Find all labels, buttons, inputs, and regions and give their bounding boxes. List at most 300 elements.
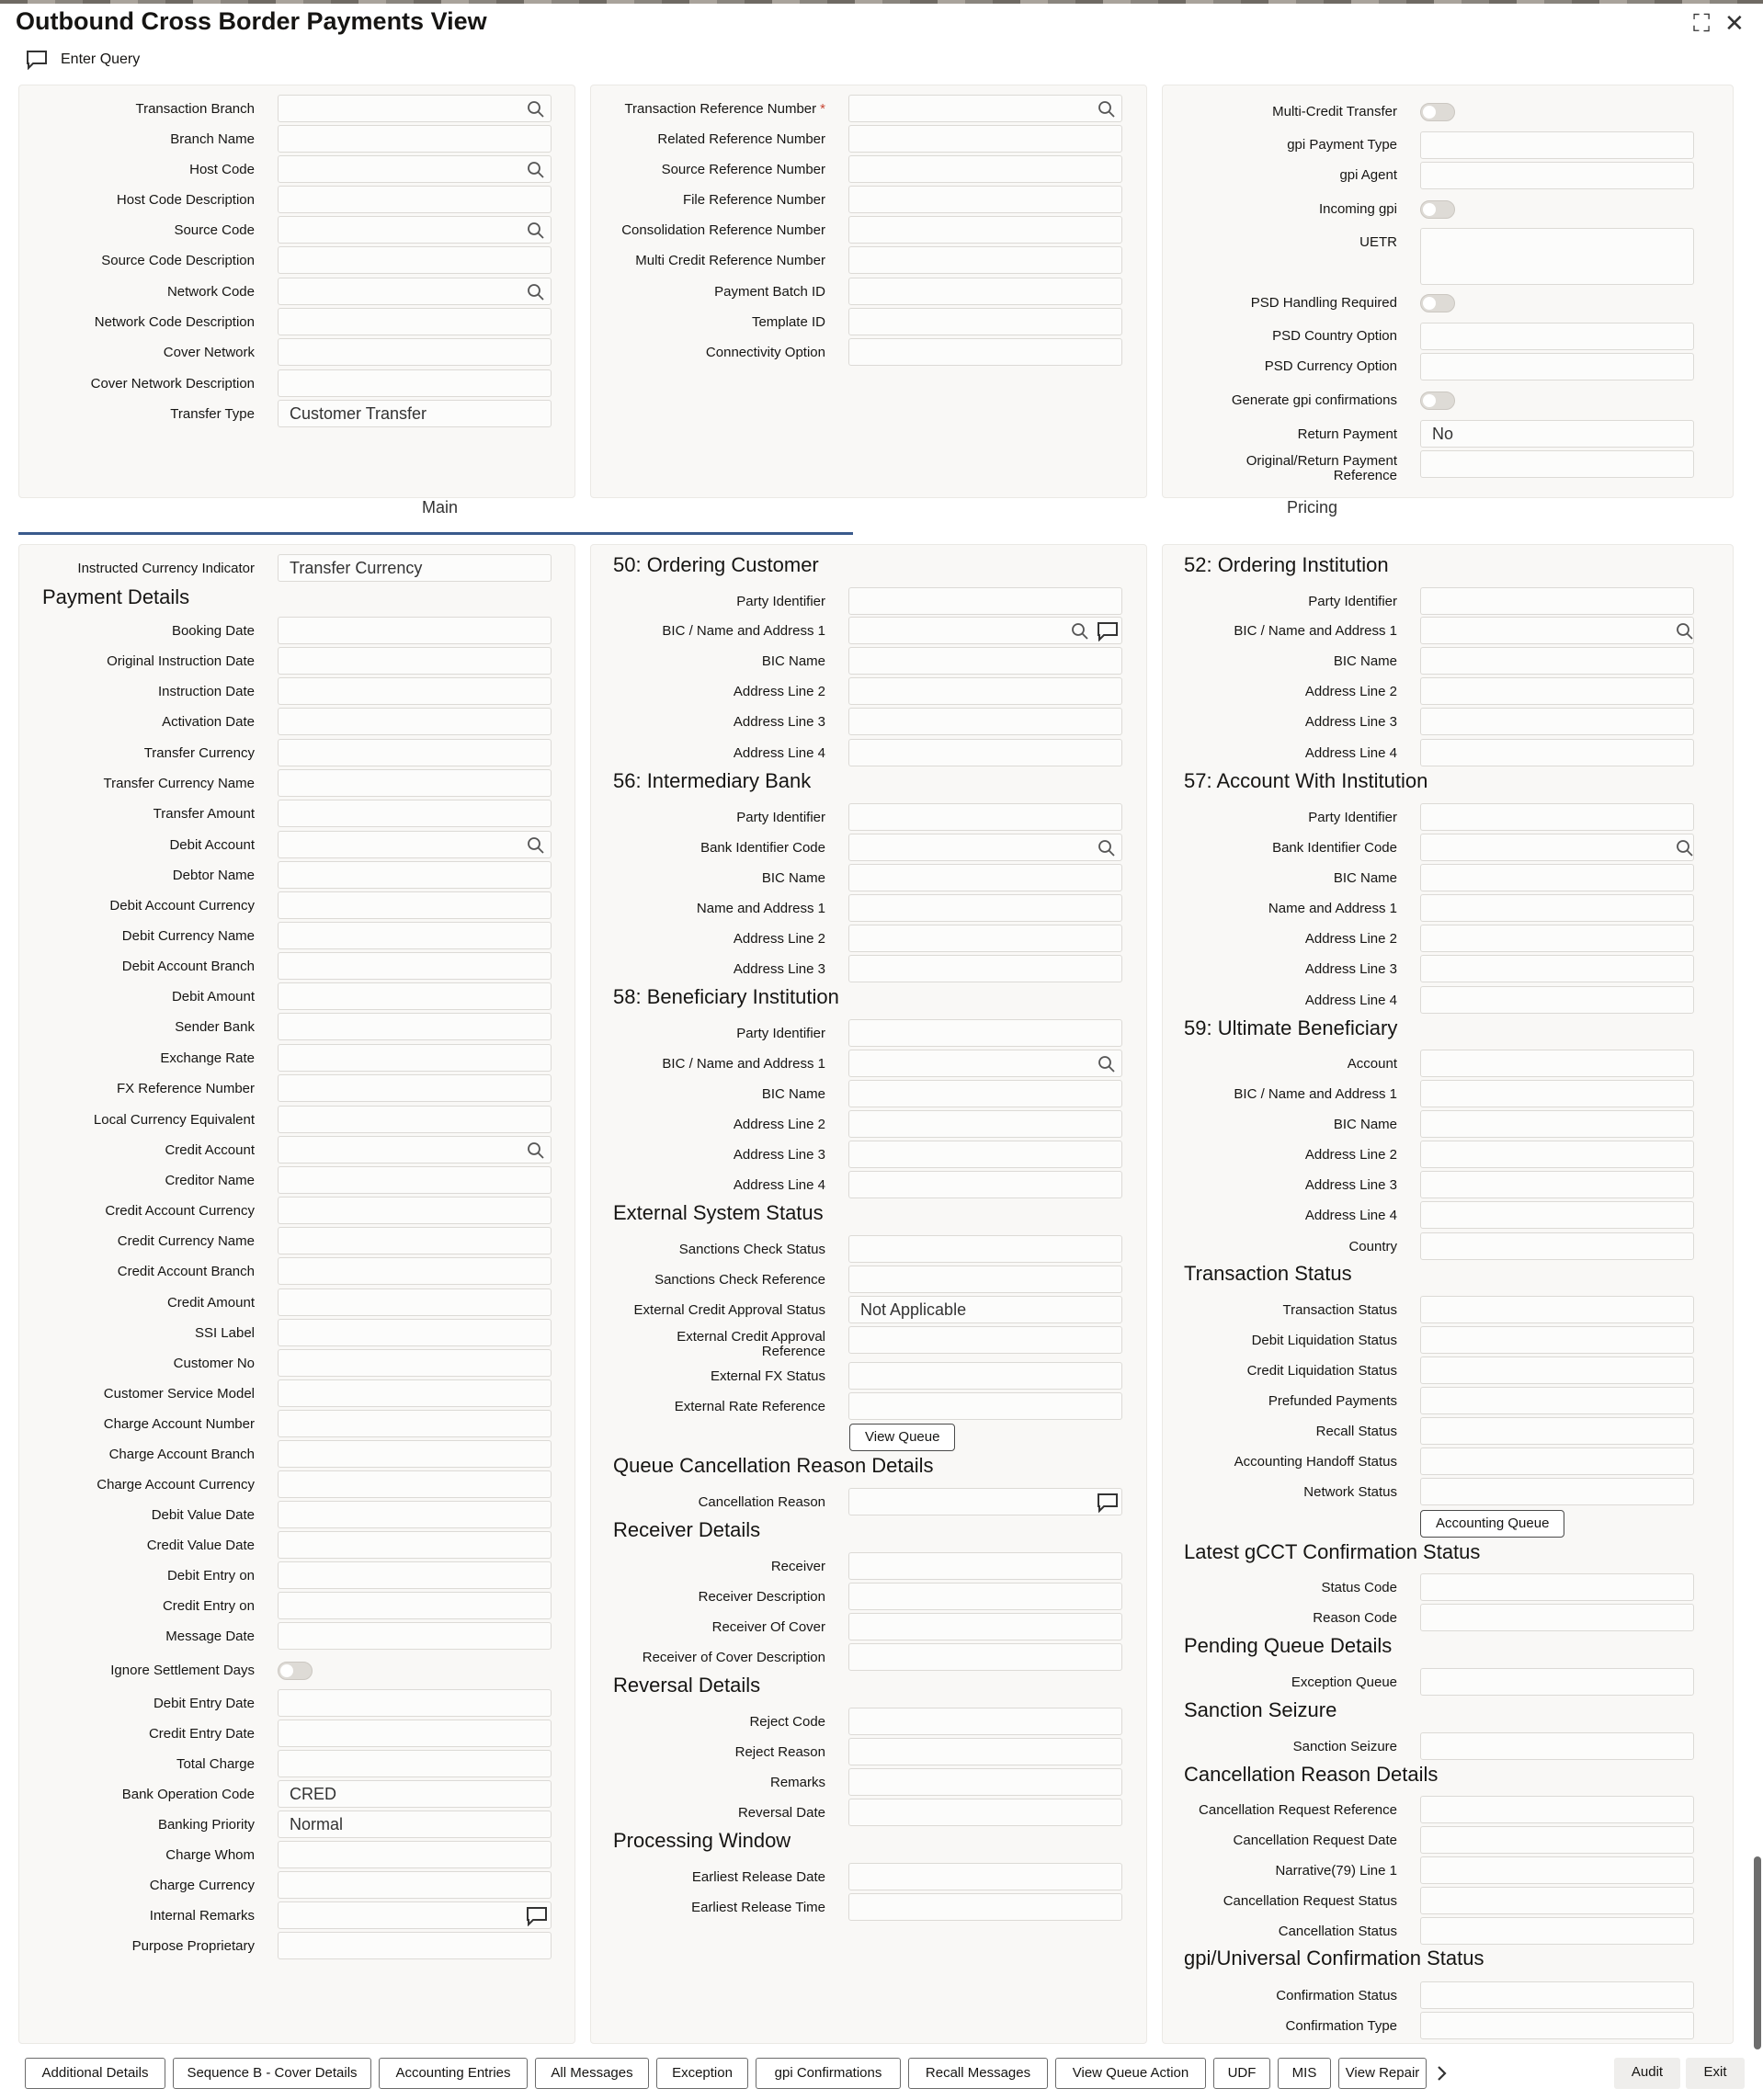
oc-bic-name-input[interactable] bbox=[848, 647, 1122, 675]
awi-party-identifier-input[interactable] bbox=[1420, 803, 1694, 831]
creditor-name-label: Creditor Name bbox=[165, 1173, 255, 1188]
recall-status-label: Recall Status bbox=[1315, 1424, 1397, 1439]
source-reference-number-input[interactable] bbox=[848, 155, 1122, 183]
external-rate-reference-input[interactable] bbox=[848, 1392, 1122, 1420]
gpi-payment-type-label: gpi Payment Type bbox=[1287, 137, 1397, 153]
narrative-79-line-1-input[interactable] bbox=[1420, 1856, 1694, 1884]
return-payment-label: Return Payment bbox=[1297, 426, 1397, 442]
ib-address-line-2-input[interactable] bbox=[848, 925, 1122, 952]
fx-reference-number-input[interactable] bbox=[278, 1074, 552, 1102]
accounting-queue-button[interactable]: Accounting Queue bbox=[1420, 1510, 1564, 1538]
awi-address-line-3-input[interactable] bbox=[1420, 955, 1694, 982]
external-system-status-header: External System Status bbox=[613, 1201, 824, 1224]
debit-value-date-input[interactable] bbox=[278, 1501, 552, 1528]
ub-bic-name-address-1-input[interactable] bbox=[1420, 1080, 1694, 1107]
host-code-description-label: Host Code Description bbox=[116, 192, 255, 208]
bi-address-line-2-input[interactable] bbox=[848, 1110, 1122, 1138]
credit-account-label: Credit Account bbox=[165, 1142, 255, 1158]
instructed-currency-indicator-input[interactable]: Transfer Currency bbox=[278, 554, 552, 582]
generate-gpi-confirmations-toggle[interactable] bbox=[1420, 392, 1455, 410]
ib-address-line-3-input[interactable] bbox=[848, 955, 1122, 982]
remarks-label: Remarks bbox=[769, 1775, 825, 1790]
prefunded-payments-input[interactable] bbox=[1420, 1387, 1694, 1414]
bi-bic-name-address-1-input[interactable] bbox=[848, 1050, 1122, 1077]
credit-entry-date-label: Credit Entry Date bbox=[148, 1726, 255, 1742]
payment-batch-id-input[interactable] bbox=[848, 278, 1122, 305]
transfer-currency-input[interactable] bbox=[278, 739, 552, 766]
search-icon[interactable] bbox=[1071, 622, 1089, 641]
oc-party-identifier-input[interactable] bbox=[848, 587, 1122, 615]
oi-party-identifier-label: Party Identifier bbox=[1308, 594, 1397, 609]
psd-country-option-label: PSD Country Option bbox=[1272, 328, 1397, 344]
debit-entry-on-input[interactable] bbox=[278, 1561, 552, 1589]
earliest-release-date-input[interactable] bbox=[848, 1863, 1122, 1890]
credit-liquidation-status-label: Credit Liquidation Status bbox=[1246, 1363, 1397, 1379]
credit-value-date-input[interactable] bbox=[278, 1531, 552, 1559]
bi-bic-name-address-1-label: BIC / Name and Address 1 bbox=[662, 1056, 825, 1072]
psd-currency-option-input[interactable] bbox=[1420, 353, 1694, 380]
charge-account-number-input[interactable] bbox=[278, 1410, 552, 1437]
exception-queue-input[interactable] bbox=[1420, 1668, 1694, 1696]
gpi-payment-type-input[interactable] bbox=[1420, 131, 1694, 159]
source-reference-number-label: Source Reference Number bbox=[661, 162, 825, 177]
pending-queue-header: Pending Queue Details bbox=[1184, 1634, 1393, 1657]
branch-name-input[interactable] bbox=[278, 125, 552, 153]
tabs-bar bbox=[18, 498, 1730, 535]
awi-address-line-2-input[interactable] bbox=[1420, 925, 1694, 952]
awi-address-line-4-input[interactable] bbox=[1420, 986, 1694, 1014]
gpi-agent-input[interactable] bbox=[1420, 162, 1694, 189]
credit-amount-input[interactable] bbox=[278, 1288, 552, 1316]
reject-code-input[interactable] bbox=[848, 1708, 1122, 1735]
connectivity-option-label: Connectivity Option bbox=[705, 345, 825, 360]
debit-liquidation-status-label: Debit Liquidation Status bbox=[1251, 1333, 1397, 1348]
payment-batch-id-label: Payment Batch ID bbox=[714, 284, 825, 300]
network-status-label: Network Status bbox=[1303, 1484, 1397, 1500]
external-credit-approval-reference-line-1: External Credit Approval bbox=[677, 1329, 825, 1345]
consolidation-reference-number-label: Consolidation Reference Number bbox=[621, 222, 825, 238]
search-icon[interactable] bbox=[1098, 100, 1116, 119]
original-instruction-date-label: Original Instruction Date bbox=[107, 653, 255, 669]
instruction-date-label: Instruction Date bbox=[157, 684, 255, 699]
reversal-date-input[interactable] bbox=[848, 1799, 1122, 1826]
search-icon[interactable] bbox=[527, 1141, 545, 1160]
message-date-input[interactable] bbox=[278, 1622, 552, 1650]
cover-network-label: Cover Network bbox=[163, 345, 255, 360]
external-credit-approval-reference-input[interactable] bbox=[848, 1326, 1122, 1354]
awi-bank-identifier-code-label: Bank Identifier Code bbox=[1272, 840, 1397, 856]
external-credit-approval-status-input[interactable]: Not Applicable bbox=[848, 1296, 1122, 1323]
oc-bic-name-label: BIC Name bbox=[761, 653, 825, 669]
internal-remarks-input[interactable] bbox=[278, 1901, 552, 1929]
multi-credit-transfer-toggle[interactable] bbox=[1420, 103, 1455, 121]
recall-messages-button[interactable]: Recall Messages bbox=[908, 2058, 1048, 2089]
accounting-entries-button[interactable]: Accounting Entries bbox=[379, 2058, 528, 2089]
activation-date-label: Activation Date bbox=[162, 714, 255, 730]
incoming-gpi-label: Incoming gpi bbox=[1318, 201, 1397, 217]
search-icon[interactable] bbox=[527, 100, 545, 119]
generate-gpi-confirmations-label: Generate gpi confirmations bbox=[1231, 392, 1397, 408]
reversal-details-header: Reversal Details bbox=[613, 1674, 761, 1697]
cancellation-request-reference-input[interactable] bbox=[1420, 1796, 1694, 1823]
receiver-input[interactable] bbox=[848, 1552, 1122, 1580]
bi-address-line-4-input[interactable] bbox=[848, 1171, 1122, 1198]
tab-pricing[interactable]: Pricing bbox=[1287, 498, 1338, 516]
debtor-name-input[interactable] bbox=[278, 861, 552, 889]
payment-details-header: Payment Details bbox=[42, 585, 190, 608]
transfer-currency-name-input[interactable] bbox=[278, 769, 552, 797]
reason-code-label: Reason Code bbox=[1313, 1610, 1397, 1626]
ub-bic-name-input[interactable] bbox=[1420, 1110, 1694, 1138]
credit-currency-name-input[interactable] bbox=[278, 1227, 552, 1254]
ib-name-and-address-1-input[interactable] bbox=[848, 894, 1122, 922]
psd-country-option-input[interactable] bbox=[1420, 323, 1694, 350]
cover-network-description-input[interactable] bbox=[278, 369, 552, 397]
local-currency-equivalent-input[interactable] bbox=[278, 1106, 552, 1133]
ssi-label-input[interactable] bbox=[278, 1319, 552, 1346]
debit-amount-label: Debit Amount bbox=[171, 989, 255, 1005]
external-credit-approval-status-label: External Credit Approval Status bbox=[633, 1302, 825, 1318]
debit-currency-name-label: Debit Currency Name bbox=[121, 928, 255, 944]
chevron-right-icon[interactable] bbox=[1436, 2064, 1449, 2083]
ordering-institution-header: 52: Ordering Institution bbox=[1184, 553, 1389, 576]
view-repair-button[interactable]: View Repair bbox=[1338, 2058, 1427, 2089]
earliest-release-date-label: Earliest Release Date bbox=[691, 1869, 825, 1885]
ib-bic-name-input[interactable] bbox=[848, 864, 1122, 891]
ib-party-identifier-input[interactable] bbox=[848, 803, 1122, 831]
search-icon[interactable] bbox=[527, 836, 545, 855]
activation-date-input[interactable] bbox=[278, 708, 552, 735]
transaction-status-label: Transaction Status bbox=[1282, 1302, 1397, 1318]
oi-address-line-2-input[interactable] bbox=[1420, 677, 1694, 705]
bi-bic-name-input[interactable] bbox=[848, 1080, 1122, 1107]
confirmation-type-label: Confirmation Type bbox=[1285, 2018, 1397, 2034]
customer-service-model-label: Customer Service Model bbox=[103, 1386, 255, 1402]
charge-account-branch-input[interactable] bbox=[278, 1440, 552, 1468]
ub-country-label: Country bbox=[1348, 1239, 1397, 1254]
related-reference-number-input[interactable] bbox=[848, 125, 1122, 153]
receiver-label: Receiver bbox=[770, 1559, 825, 1574]
enter-query-label: Enter Query bbox=[61, 51, 141, 67]
oc-party-identifier-label: Party Identifier bbox=[736, 594, 825, 609]
search-icon[interactable] bbox=[1676, 839, 1694, 857]
oi-bic-name-address-1-input[interactable] bbox=[1420, 617, 1694, 644]
view-queue-action-button[interactable]: View Queue Action bbox=[1055, 2058, 1206, 2089]
oc-address-line-3-label: Address Line 3 bbox=[733, 714, 825, 730]
charge-account-branch-label: Charge Account Branch bbox=[108, 1447, 255, 1462]
debit-account-currency-label: Debit Account Currency bbox=[109, 898, 255, 914]
audit-button[interactable]: Audit bbox=[1614, 2058, 1680, 2089]
external-fx-status-input[interactable] bbox=[848, 1362, 1122, 1390]
cancellation-reason-details-header: Cancellation Reason Details bbox=[1184, 1763, 1439, 1786]
confirmation-type-input[interactable] bbox=[1420, 2012, 1694, 2039]
credit-account-input[interactable] bbox=[278, 1136, 552, 1164]
booking-date-input[interactable] bbox=[278, 617, 552, 644]
customer-no-label: Customer No bbox=[173, 1356, 255, 1371]
ub-account-input[interactable] bbox=[1420, 1050, 1694, 1077]
oc-address-line-2-input[interactable] bbox=[848, 677, 1122, 705]
all-messages-button[interactable]: All Messages bbox=[535, 2058, 649, 2089]
exchange-rate-label: Exchange Rate bbox=[160, 1050, 255, 1066]
chat-icon[interactable] bbox=[1097, 1493, 1119, 1513]
ub-address-line-4-input[interactable] bbox=[1420, 1201, 1694, 1229]
creditor-name-input[interactable] bbox=[278, 1166, 552, 1194]
customer-no-input[interactable] bbox=[278, 1349, 552, 1377]
network-code-input[interactable] bbox=[278, 278, 552, 305]
sequence-b-cover-details-button[interactable]: Sequence B - Cover Details bbox=[173, 2058, 371, 2089]
debit-entry-date-input[interactable] bbox=[278, 1689, 552, 1717]
source-code-input[interactable] bbox=[278, 216, 552, 244]
earliest-release-time-input[interactable] bbox=[848, 1893, 1122, 1921]
search-icon[interactable] bbox=[1098, 1055, 1116, 1073]
debit-currency-name-input[interactable] bbox=[278, 922, 552, 949]
instruction-date-input[interactable] bbox=[278, 677, 552, 705]
credit-account-branch-label: Credit Account Branch bbox=[117, 1264, 255, 1279]
narrative-79-line-1-label: Narrative(79) Line 1 bbox=[1275, 1863, 1397, 1879]
close-icon[interactable]: ✕ bbox=[1724, 9, 1745, 37]
search-icon[interactable] bbox=[1676, 622, 1694, 641]
oi-bic-name-input[interactable] bbox=[1420, 647, 1694, 675]
sanctions-check-reference-input[interactable] bbox=[848, 1266, 1122, 1293]
debit-account-currency-input[interactable] bbox=[278, 891, 552, 919]
ultimate-beneficiary-header: 59: Ultimate Beneficiary bbox=[1184, 1016, 1398, 1039]
cover-network-input[interactable] bbox=[278, 338, 552, 366]
awi-address-line-3-label: Address Line 3 bbox=[1304, 961, 1397, 977]
reason-code-input[interactable] bbox=[1420, 1604, 1694, 1631]
transfer-amount-label: Transfer Amount bbox=[153, 806, 255, 822]
cancellation-status-input[interactable] bbox=[1420, 1917, 1694, 1945]
remarks-input[interactable] bbox=[848, 1768, 1122, 1796]
incoming-gpi-toggle[interactable] bbox=[1420, 200, 1455, 219]
bottom-action-bar bbox=[0, 2051, 1763, 2100]
consolidation-reference-number-input[interactable] bbox=[848, 216, 1122, 244]
beneficiary-institution-header: 58: Beneficiary Institution bbox=[613, 985, 839, 1008]
status-code-input[interactable] bbox=[1420, 1573, 1694, 1601]
receiver-description-input[interactable] bbox=[848, 1583, 1122, 1610]
search-icon[interactable] bbox=[527, 161, 545, 179]
network-status-input[interactable] bbox=[1420, 1478, 1694, 1505]
cancellation-reason-label: Cancellation Reason bbox=[698, 1494, 825, 1510]
internal-remarks-label: Internal Remarks bbox=[149, 1908, 255, 1924]
sanction-seizure-label: Sanction Seizure bbox=[1292, 1739, 1397, 1754]
additional-details-button[interactable]: Additional Details bbox=[25, 2058, 165, 2089]
transaction-status-header: Transaction Status bbox=[1184, 1262, 1352, 1285]
original-return-payment-reference-label bbox=[1163, 454, 1397, 483]
original-return-payment-reference-line-1: Original/Return Payment bbox=[1245, 453, 1397, 469]
sanction-seizure-input[interactable] bbox=[1420, 1732, 1694, 1760]
sender-bank-input[interactable] bbox=[278, 1013, 552, 1040]
purpose-proprietary-label: Purpose Proprietary bbox=[131, 1938, 255, 1954]
oi-party-identifier-input[interactable] bbox=[1420, 587, 1694, 615]
sanctions-check-status-input[interactable] bbox=[848, 1235, 1122, 1263]
charge-account-currency-label: Charge Account Currency bbox=[97, 1477, 255, 1493]
reject-code-label: Reject Code bbox=[749, 1714, 825, 1730]
credit-amount-label: Credit Amount bbox=[166, 1295, 255, 1311]
transfer-currency-name-label: Transfer Currency Name bbox=[103, 776, 255, 791]
multi-credit-transfer-label: Multi-Credit Transfer bbox=[1272, 104, 1397, 119]
source-code-description-label: Source Code Description bbox=[101, 253, 255, 268]
bi-address-line-3-input[interactable] bbox=[848, 1141, 1122, 1168]
transaction-status-input[interactable] bbox=[1420, 1296, 1694, 1323]
credit-currency-name-label: Credit Currency Name bbox=[117, 1233, 255, 1249]
psd-handling-required-label: PSD Handling Required bbox=[1250, 295, 1397, 311]
host-code-input[interactable] bbox=[278, 155, 552, 183]
banking-priority-input[interactable]: Normal bbox=[278, 1811, 552, 1838]
bi-party-identifier-input[interactable] bbox=[848, 1019, 1122, 1047]
multi-credit-reference-number-input[interactable] bbox=[848, 246, 1122, 274]
oc-address-line-3-input[interactable] bbox=[848, 708, 1122, 735]
original-instruction-date-input[interactable] bbox=[278, 647, 552, 675]
psd-handling-required-toggle[interactable] bbox=[1420, 294, 1455, 312]
reject-reason-input[interactable] bbox=[848, 1738, 1122, 1765]
oi-address-line-4-label: Address Line 4 bbox=[1304, 745, 1397, 761]
original-return-payment-reference-input[interactable] bbox=[1420, 450, 1694, 478]
mis-button[interactable]: MIS bbox=[1278, 2058, 1331, 2089]
tab-main[interactable]: Main bbox=[422, 498, 459, 516]
awi-bic-name-input[interactable] bbox=[1420, 864, 1694, 891]
gpi-confirmations-button[interactable]: gpi Confirmations bbox=[756, 2058, 901, 2089]
expand-icon[interactable]: ⛶ bbox=[1693, 9, 1711, 37]
latest-gcct-header: Latest gCCT Confirmation Status bbox=[1184, 1540, 1481, 1563]
source-code-description-input[interactable] bbox=[278, 246, 552, 274]
ub-account-label: Account bbox=[1347, 1056, 1397, 1072]
gpi-agent-label: gpi Agent bbox=[1339, 167, 1397, 183]
host-code-label: Host Code bbox=[189, 162, 255, 177]
bi-address-line-3-label: Address Line 3 bbox=[733, 1147, 825, 1163]
booking-date-label: Booking Date bbox=[171, 623, 255, 639]
exception-button[interactable]: Exception bbox=[656, 2058, 748, 2089]
credit-entry-date-input[interactable] bbox=[278, 1720, 552, 1747]
file-reference-number-input[interactable] bbox=[848, 186, 1122, 213]
cancellation-request-date-input[interactable] bbox=[1420, 1826, 1694, 1854]
oi-address-line-4-input[interactable] bbox=[1420, 739, 1694, 766]
multi-credit-reference-number-label: Multi Credit Reference Number bbox=[635, 253, 825, 268]
transaction-reference-number-input[interactable] bbox=[848, 95, 1122, 122]
cancellation-request-status-input[interactable] bbox=[1420, 1887, 1694, 1914]
external-rate-reference-label: External Rate Reference bbox=[674, 1399, 825, 1414]
charge-currency-input[interactable] bbox=[278, 1871, 552, 1899]
bi-address-line-4-label: Address Line 4 bbox=[733, 1177, 825, 1193]
template-id-label: Template ID bbox=[751, 314, 825, 330]
credit-value-date-label: Credit Value Date bbox=[146, 1538, 255, 1553]
debit-liquidation-status-input[interactable] bbox=[1420, 1326, 1694, 1354]
receiver-description-label: Receiver Description bbox=[698, 1589, 825, 1605]
exchange-rate-input[interactable] bbox=[278, 1044, 552, 1072]
oc-address-line-2-label: Address Line 2 bbox=[733, 684, 825, 699]
banking-priority-label: Banking Priority bbox=[157, 1817, 255, 1833]
credit-entry-on-input[interactable] bbox=[278, 1592, 552, 1619]
cancellation-request-reference-label: Cancellation Request Reference bbox=[1199, 1802, 1397, 1818]
oc-address-line-4-input[interactable] bbox=[848, 739, 1122, 766]
udf-button[interactable]: UDF bbox=[1213, 2058, 1270, 2089]
network-code-description-input[interactable] bbox=[278, 308, 552, 335]
debit-account-input[interactable] bbox=[278, 831, 552, 858]
credit-account-branch-input[interactable] bbox=[278, 1257, 552, 1285]
oi-address-line-3-input[interactable] bbox=[1420, 708, 1694, 735]
ub-address-line-3-label: Address Line 3 bbox=[1304, 1177, 1397, 1193]
debtor-name-label: Debtor Name bbox=[172, 868, 255, 883]
cancellation-reason-input[interactable] bbox=[848, 1488, 1122, 1515]
transaction-branch-input[interactable] bbox=[278, 95, 552, 122]
template-id-input[interactable] bbox=[848, 308, 1122, 335]
transfer-currency-label: Transfer Currency bbox=[143, 745, 255, 761]
uetr-input[interactable] bbox=[1420, 228, 1694, 285]
total-charge-input[interactable] bbox=[278, 1750, 552, 1777]
transfer-type-label: Transfer Type bbox=[170, 406, 255, 422]
debit-account-branch-input[interactable] bbox=[278, 952, 552, 980]
receiver-of-cover-description-input[interactable] bbox=[848, 1643, 1122, 1671]
credit-account-currency-input[interactable] bbox=[278, 1197, 552, 1224]
ignore-settlement-days-toggle[interactable] bbox=[278, 1662, 313, 1680]
return-payment-input[interactable]: No bbox=[1420, 420, 1694, 448]
exit-button[interactable]: Exit bbox=[1686, 2058, 1745, 2089]
recall-status-input[interactable] bbox=[1420, 1417, 1694, 1445]
ub-country-input[interactable] bbox=[1420, 1232, 1694, 1260]
sanctions-check-status-label: Sanctions Check Status bbox=[678, 1242, 825, 1257]
ib-bank-identifier-code-label: Bank Identifier Code bbox=[700, 840, 825, 856]
charge-currency-label: Charge Currency bbox=[149, 1878, 255, 1893]
ub-address-line-2-input[interactable] bbox=[1420, 1141, 1694, 1168]
oc-bic-name-address-1-label: BIC / Name and Address 1 bbox=[662, 623, 825, 639]
prefunded-payments-label: Prefunded Payments bbox=[1268, 1393, 1397, 1409]
instructed-currency-indicator-label: Instructed Currency Indicator bbox=[77, 561, 255, 576]
oi-bic-name-address-1-label: BIC / Name and Address 1 bbox=[1234, 623, 1397, 639]
sanctions-check-reference-label: Sanctions Check Reference bbox=[654, 1272, 825, 1288]
bank-operation-code-input[interactable]: CRED bbox=[278, 1780, 552, 1808]
charge-account-currency-input[interactable] bbox=[278, 1470, 552, 1498]
search-icon[interactable] bbox=[1098, 839, 1116, 857]
transfer-amount-input[interactable] bbox=[278, 800, 552, 827]
receiver-of-cover-input[interactable] bbox=[848, 1613, 1122, 1640]
oi-address-line-3-label: Address Line 3 bbox=[1304, 714, 1397, 730]
cancellation-request-date-label: Cancellation Request Date bbox=[1233, 1833, 1397, 1848]
awi-bank-identifier-code-input[interactable] bbox=[1420, 834, 1694, 861]
accounting-handoff-status-input[interactable] bbox=[1420, 1447, 1694, 1475]
exception-queue-label: Exception Queue bbox=[1291, 1674, 1397, 1690]
gpi-universal-header: gpi/Universal Confirmation Status bbox=[1184, 1947, 1484, 1969]
connectivity-option-input[interactable] bbox=[848, 338, 1122, 366]
cover-network-description-label: Cover Network Description bbox=[90, 376, 255, 392]
status-code-label: Status Code bbox=[1321, 1580, 1397, 1595]
ib-bank-identifier-code-input[interactable] bbox=[848, 834, 1122, 861]
original-return-payment-reference-line-2: Reference bbox=[1333, 468, 1397, 483]
ub-address-line-2-label: Address Line 2 bbox=[1304, 1147, 1397, 1163]
chat-icon[interactable] bbox=[1097, 621, 1119, 641]
search-icon[interactable] bbox=[527, 283, 545, 301]
view-queue-button[interactable]: View Queue bbox=[849, 1424, 955, 1451]
search-icon[interactable] bbox=[527, 221, 545, 240]
confirmation-status-input[interactable] bbox=[1420, 1981, 1694, 2009]
purpose-proprietary-input[interactable] bbox=[278, 1932, 552, 1959]
active-tab-underline bbox=[18, 532, 853, 535]
enter-query-button[interactable] bbox=[26, 50, 140, 70]
host-code-description-input[interactable] bbox=[278, 186, 552, 213]
customer-service-model-input[interactable] bbox=[278, 1379, 552, 1407]
file-reference-number-label: File Reference Number bbox=[682, 192, 825, 208]
awi-name-and-address-1-input[interactable] bbox=[1420, 894, 1694, 922]
debit-amount-input[interactable] bbox=[278, 982, 552, 1010]
bi-bic-name-label: BIC Name bbox=[761, 1086, 825, 1102]
transaction-reference-number-label bbox=[591, 102, 825, 117]
chat-icon[interactable] bbox=[526, 1906, 548, 1926]
charge-whom-input[interactable] bbox=[278, 1841, 552, 1868]
credit-liquidation-status-input[interactable] bbox=[1420, 1356, 1694, 1384]
ub-address-line-3-input[interactable] bbox=[1420, 1171, 1694, 1198]
reversal-date-label: Reversal Date bbox=[737, 1805, 825, 1821]
vertical-scrollbar[interactable] bbox=[1754, 1856, 1761, 2049]
transfer-type-input[interactable]: Customer Transfer bbox=[278, 400, 552, 427]
fx-reference-number-label: FX Reference Number bbox=[116, 1081, 255, 1096]
